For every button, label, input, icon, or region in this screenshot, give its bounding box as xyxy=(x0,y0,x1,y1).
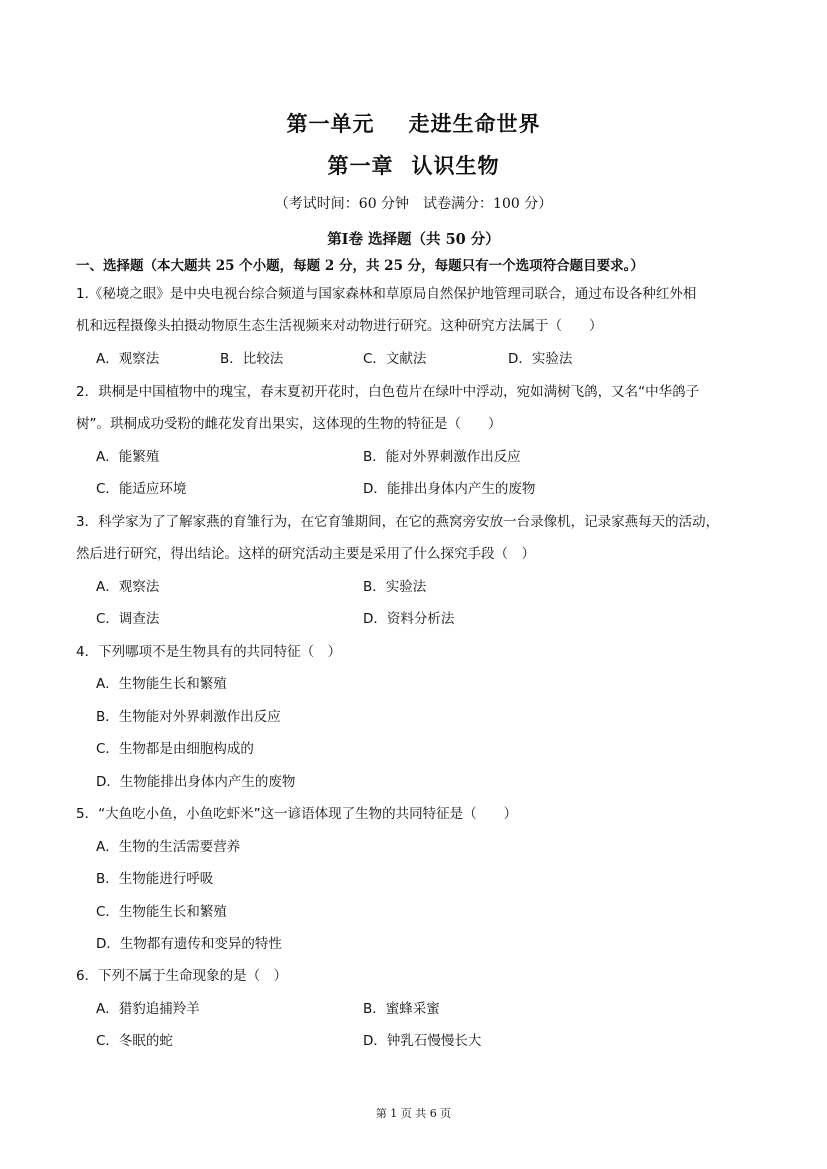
option-b: B．生物能对外界刺激作出反应 xyxy=(96,709,281,725)
part-title: 第Ⅰ卷 选择题（共 50 分） xyxy=(327,231,500,248)
question-text-line: 1.《秘境之眼》是中央电视台综合频道与国家森林和草原局自然保护地管理司联合，通过布设各种红外相 xyxy=(76,286,697,302)
question-text-line: 5．“大鱼吃小鱼，小鱼吃虾米”这一谚语体现了生物的共同特征是（ ） xyxy=(76,806,518,822)
page-footer: 第 1 页 共 6 页 xyxy=(375,1107,452,1120)
question-text-line: 6．下列不属于生命现象的是（ ） xyxy=(76,968,288,984)
option-b: B．比较法 xyxy=(220,351,284,367)
option-a: A．观察法 xyxy=(96,579,160,595)
option-b: B．生物能进行呼吸 xyxy=(96,871,214,887)
option-a: A．能繁殖 xyxy=(96,449,160,465)
option-c: C．冬眠的蛇 xyxy=(96,1033,173,1049)
chapter-heading xyxy=(0,150,827,180)
section-title: 一、选择题（本大题共 25 个小题，每题 2 分，共 25 分，每题只有一个选项符合题目要求。） xyxy=(76,258,644,274)
option-c: C．生物都是由细胞构成的 xyxy=(96,741,254,757)
question-text-line: 4．下列哪项不是生物具有的共同特征（ ） xyxy=(76,644,342,660)
option-d: D．资料分析法 xyxy=(363,611,455,627)
option-a: A．生物的生活需要营养 xyxy=(96,839,241,855)
unit-title: 走进生命世界 xyxy=(408,111,541,136)
option-d: D．能排出身体内产生的废物 xyxy=(363,481,536,497)
option-c: C．文献法 xyxy=(363,351,427,367)
question-text-line: 然后进行研究，得出结论。这样的研究活动主要是采用了什么探究手段（ ） xyxy=(76,546,535,562)
option-b: B．实验法 xyxy=(363,579,427,595)
option-b: B．能对外界刺激作出反应 xyxy=(363,449,521,465)
option-c: C．生物能生长和繁殖 xyxy=(96,904,227,920)
exam-info: （考试时间：60 分钟 试卷满分：100 分） xyxy=(274,196,553,212)
question-text-line: 机和远程摄像头拍摄动物原生态生活视频来对动物进行研究。这种研究方法属于（ ） xyxy=(76,318,603,334)
option-d: D．实验法 xyxy=(508,351,573,367)
unit-label: 第一单元 xyxy=(286,111,375,136)
unit-heading xyxy=(0,108,827,138)
option-c: C．调查法 xyxy=(96,611,160,627)
question-text-line: 2．珙桐是中国植物中的瑰宝，春末夏初开花时，白色苞片在绿叶中浮动，宛如满树飞鸽，又名“中华鸽子 xyxy=(76,384,700,400)
option-d: D．生物都有遗传和变异的特性 xyxy=(96,936,282,952)
option-d: D．生物能排出身体内产生的废物 xyxy=(96,774,296,790)
option-a: A．猎豹追捕羚羊 xyxy=(96,1001,200,1017)
chapter-title: 认识生物 xyxy=(411,153,500,178)
chapter-label: 第一章 xyxy=(327,153,394,178)
option-a: A．观察法 xyxy=(96,351,160,367)
option-a: A．生物能生长和繁殖 xyxy=(96,676,227,692)
question-text-line: 3．科学家为了了解家燕的育雏行为，在它育雏期间，在它的燕窝旁安放一台录像机，记录家燕每天的活动， xyxy=(76,514,720,530)
option-b: B．蜜蜂采蜜 xyxy=(363,1001,440,1017)
option-d: D．钟乳石慢慢长大 xyxy=(363,1033,482,1049)
question-text-line: 树”。珙桐成功受粉的雌花发育出果实，这体现的生物的特征是（ ） xyxy=(76,416,502,432)
option-c: C．能适应环境 xyxy=(96,481,187,497)
